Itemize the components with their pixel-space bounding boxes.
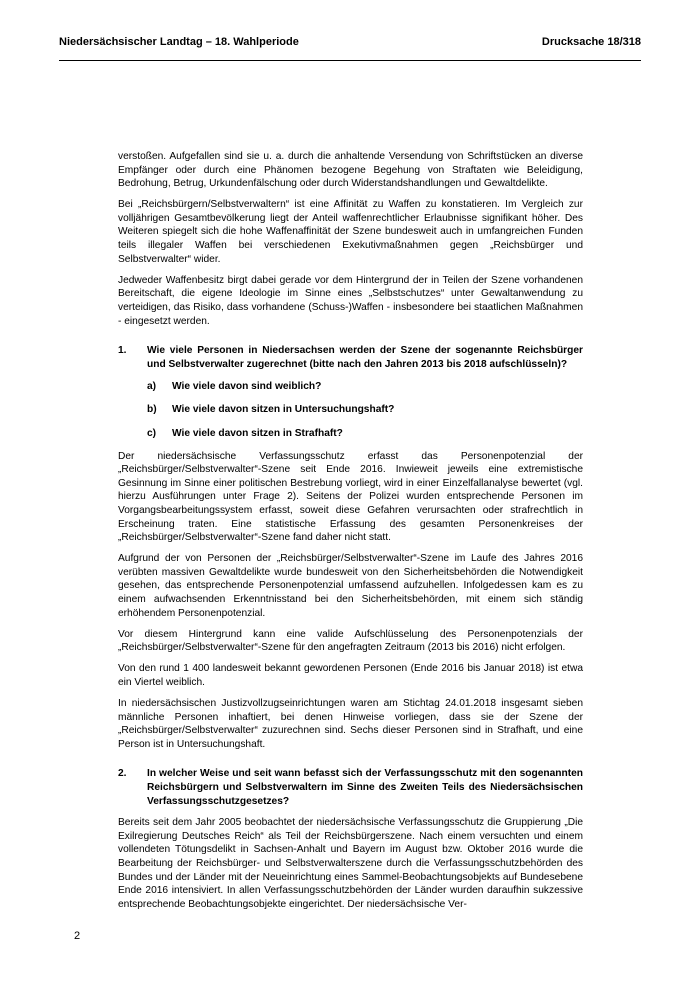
- question-1: [118, 344, 583, 371]
- question-1-number: 1.: [118, 345, 127, 357]
- question-2-number: 2.: [118, 768, 127, 780]
- subquestion-c: [118, 427, 583, 441]
- header-parliament-title: Niedersächsischer Landtag – 18. Wahlperiode: [59, 36, 299, 48]
- question-2-text: In welcher Weise und seit wann befasst sich der Verfassungsschutz mit den sogenannten Reichsbürgern und Selbstverwaltern im Sinne des Zweiten Teils des Niedersächsischen Verfassungsschutzgesetzes?: [147, 768, 583, 807]
- subquestion-a: [118, 380, 583, 394]
- subquestion-text: Wie viele davon sitzen in Untersuchungshaft?: [172, 404, 395, 416]
- subquestion-letter: a): [147, 381, 157, 393]
- question-1-text: Wie viele Personen in Niedersachsen werden der Szene der sogenannte Reichsbürger und Selbstverwalter zugerechnet (bitte nach den Jahren 2013 bis 2018 aufschlüsseln)?: [147, 345, 583, 370]
- answer-1-paragraph: Von den rund 1 400 landesweit bekannt gewordenen Personen (Ende 2016 bis Januar 2018) ist etwa ein Viertel weiblich.: [118, 663, 583, 688]
- subquestion-b: [118, 403, 583, 417]
- answer-1-paragraph: Vor diesem Hintergrund kann eine valide Aufschlüsselung des Personenpotenzials der „Reichsbürger/Selbstverwalter“-Szene für den angefragten Zeitraum (2013 bis 2016) nicht erfolgen.: [118, 628, 583, 654]
- subquestion-text: Wie viele davon sind weiblich?: [172, 381, 322, 393]
- answer-1-paragraph: Aufgrund der von Personen der „Reichsbürger/Selbstverwalter“-Szene im Laufe des Jahres 2016 verübten massiven Gewaltdelikte wurde bundesweit von den Sicherheitsbehörden die Notwendigkeit gesehen, das entsprechende Personenpotenzial umfassend aufzuhellen. Infolgedessen kam es zu einem aufwachsenden Erkenntnisstand bei den Sicherheitsbehörden, mit einem sich ständig erhöhendem Personenpotenzial.: [118, 553, 583, 619]
- intro-paragraph: Bei „Reichsbürgern/Selbstverwaltern“ ist eine Affinität zu Waffen zu konstatieren. Im Vergleich zur volljährigen Gesamtbevölkerung liegt der Anteil waffenrechtlicher Erlaubnisse signifikant höher. Des Weiteren spiegelt sich die hohe Waffenaffinität der Szene bundesweit auch in umfangreichen Funden teils illegaler Waffen bei verschiedenen Exekutivmaßnahmen gegen „Reichsbürger und Selbstverwalter“ wider.: [118, 199, 583, 265]
- intro-paragraph: verstoßen. Aufgefallen sind sie u. a. durch die anhaltende Versendung von Schriftstücken an diverse Empfänger oder durch eine Phänomen bezogene Begehung von Straftaten wie Beleidigung, Bedrohung, Betrug, Urkundenfälschung oder durch Widerstandshandlungen und Gewaltdelikte.: [118, 151, 583, 190]
- document-body: [118, 150, 583, 919]
- subquestion-letter: c): [147, 427, 157, 439]
- header-document-number: Drucksache 18/318: [541, 36, 641, 48]
- page-header: [59, 36, 641, 61]
- answer-1-paragraph: In niedersächsischen Justizvollzugseinrichtungen waren am Stichtag 24.01.2018 insgesamt sieben männliche Personen inhaftiert, bei denen Hinweise vorliegen, dass sie der Szene der „Reichsbürger/Selbstverwalter“ zuzurechnen sind. Sechs dieser Personen sind in Strafhaft, und eine Person ist in Untersuchungshaft.: [118, 698, 583, 750]
- subquestion-letter: b): [147, 404, 157, 416]
- answer-2-paragraph: Bereits seit dem Jahr 2005 beobachtet der niedersächsische Verfassungsschutz die Gruppierung „Die Exilregierung Deutsches Reich“ als Teil der Reichsbürgerszene. Nach einem versuchten und einem vollendeten Tötungsdelikt in Sachsen-Anhalt und Bayern im August bzw. Oktober 2016 wurde die Bearbeitung der Reichsbürger- und Selbstverwalterszene durch die Verfassungsschutzbehörden des Bundes und der Länder mit der Neueinrichtung eines Sammel-Beobachtungsobjekts auf Bundesebene Ende 2016 intensiviert. In allen Verfassungsschutzbehörden der Länder wurden daraufhin sukzessive entsprechende Beobachtungsobjekte eingerichtet. Der niedersächsische Ver-: [118, 817, 583, 910]
- answer-1-paragraph: Der niedersächsische Verfassungsschutz erfasst das Personenpotenzial der „Reichsbürger/Selbstverwalter“-Szene seit Ende 2016. Inwieweit jeweils eine extremistische Gesinnung im Sinne einer politischen Bestrebung vorliegt, wird in einer Einzelfallanalyse bewertet (vgl. hierzu Ausführungen unter Frage 2). Seitens der Polizei wurden entsprechende Personen im Vorgangsbearbeitungssystem erfasst, soweit diese Gefahren verursachten oder strafrechtlich in Erscheinung traten. Eine statistische Erfassung des gesamten Personenkreises der „Reichsbürger/Selbstverwalter“-Szene fand daher nicht statt.: [118, 450, 583, 544]
- page-number: 2: [74, 930, 81, 942]
- subquestion-text: Wie viele davon sitzen in Strafhaft?: [172, 427, 343, 439]
- question-2: [118, 767, 583, 808]
- intro-paragraph: Jedweder Waffenbesitz birgt dabei gerade vor dem Hintergrund der in Teilen der Szene vorhandenen Bereitschaft, die eigene Ideologie im Sinne eines „Selbstschutzes“ unter Gewaltanwendung zu verteidigen, das Risiko, dass vorhandene (Schuss-)Waffen - insbesondere bei staatlichen Maßnahmen - eingesetzt werden.: [118, 274, 583, 327]
